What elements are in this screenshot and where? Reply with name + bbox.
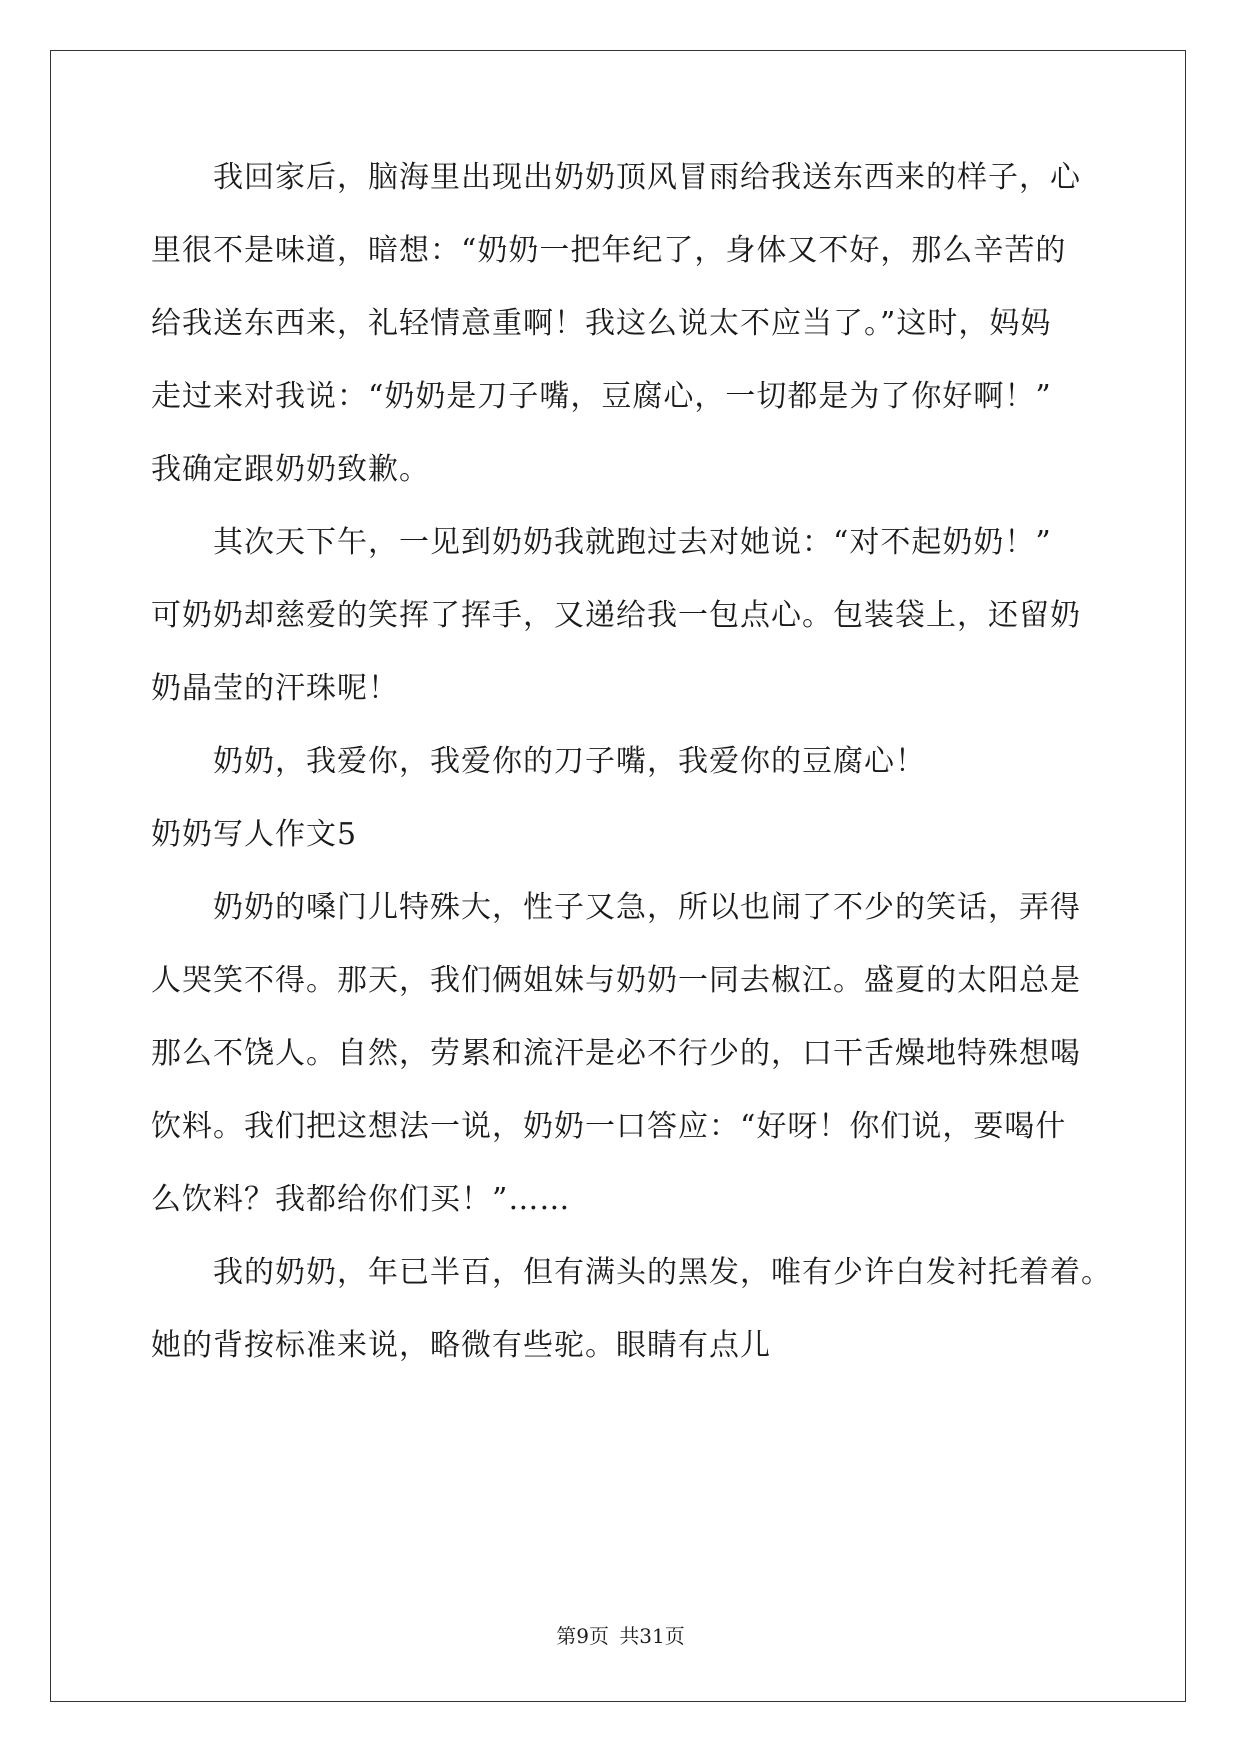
text-line: 她的背按标准来说，略微有些驼。眼睛有点儿 (151, 1328, 771, 1363)
page-total: 共31页 (619, 1624, 685, 1648)
text-line: 给我送东西来，礼轻情意重啊！我这么说太不应当了。”这时，妈妈 (151, 306, 1052, 341)
text-line: 么饮料？我都给你们买！”…… (151, 1182, 571, 1217)
text-line: 饮料。我们把这想法一说，奶奶一口答应：“好呀！你们说，要喝什 (151, 1109, 1067, 1144)
page-border (50, 50, 1186, 1702)
text-line: 奶奶的嗓门儿特殊大，性子又急，所以也闹了不少的笑话，弄得 (213, 890, 1081, 925)
text-line: 那么不饶人。自然，劳累和流汗是必不行少的，口干舌燥地特殊想喝 (151, 1036, 1081, 1071)
text-line: 走过来对我说：“奶奶是刀子嘴，豆腐心，一切都是为了你好啊！” (151, 379, 1052, 414)
text-line: 里很不是味道，暗想：“奶奶一把年纪了，身体又不好，那么辛苦的 (151, 233, 1067, 268)
section-heading: 奶奶写人作文5 (151, 817, 358, 852)
text-line: 其次天下午，一见到奶奶我就跑过去对她说：“对不起奶奶！” (213, 525, 1052, 560)
text-line: 人哭笑不得。那天，我们俩姐妹与奶奶一同去椒江。盛夏的太阳总是 (151, 963, 1081, 998)
text-line: 我确定跟奶奶致歉。 (151, 452, 430, 487)
page-footer (0, 1622, 1241, 1650)
text-line: 可奶奶却慈爱的笑挥了挥手，又递给我一包点心。包装袋上，还留奶 (151, 598, 1081, 633)
text-line: 奶奶，我爱你，我爱你的刀子嘴，我爱你的豆腐心！ (213, 744, 926, 779)
page-number: 第9页 (556, 1624, 609, 1648)
text-line: 我的奶奶，年已半百，但有满头的黑发，唯有少许白发衬托着着。 (213, 1255, 1112, 1290)
text-line: 奶晶莹的汗珠呢！ (151, 671, 399, 706)
text-line: 我回家后，脑海里出现出奶奶顶风冒雨给我送东西来的样子，心 (213, 160, 1081, 195)
